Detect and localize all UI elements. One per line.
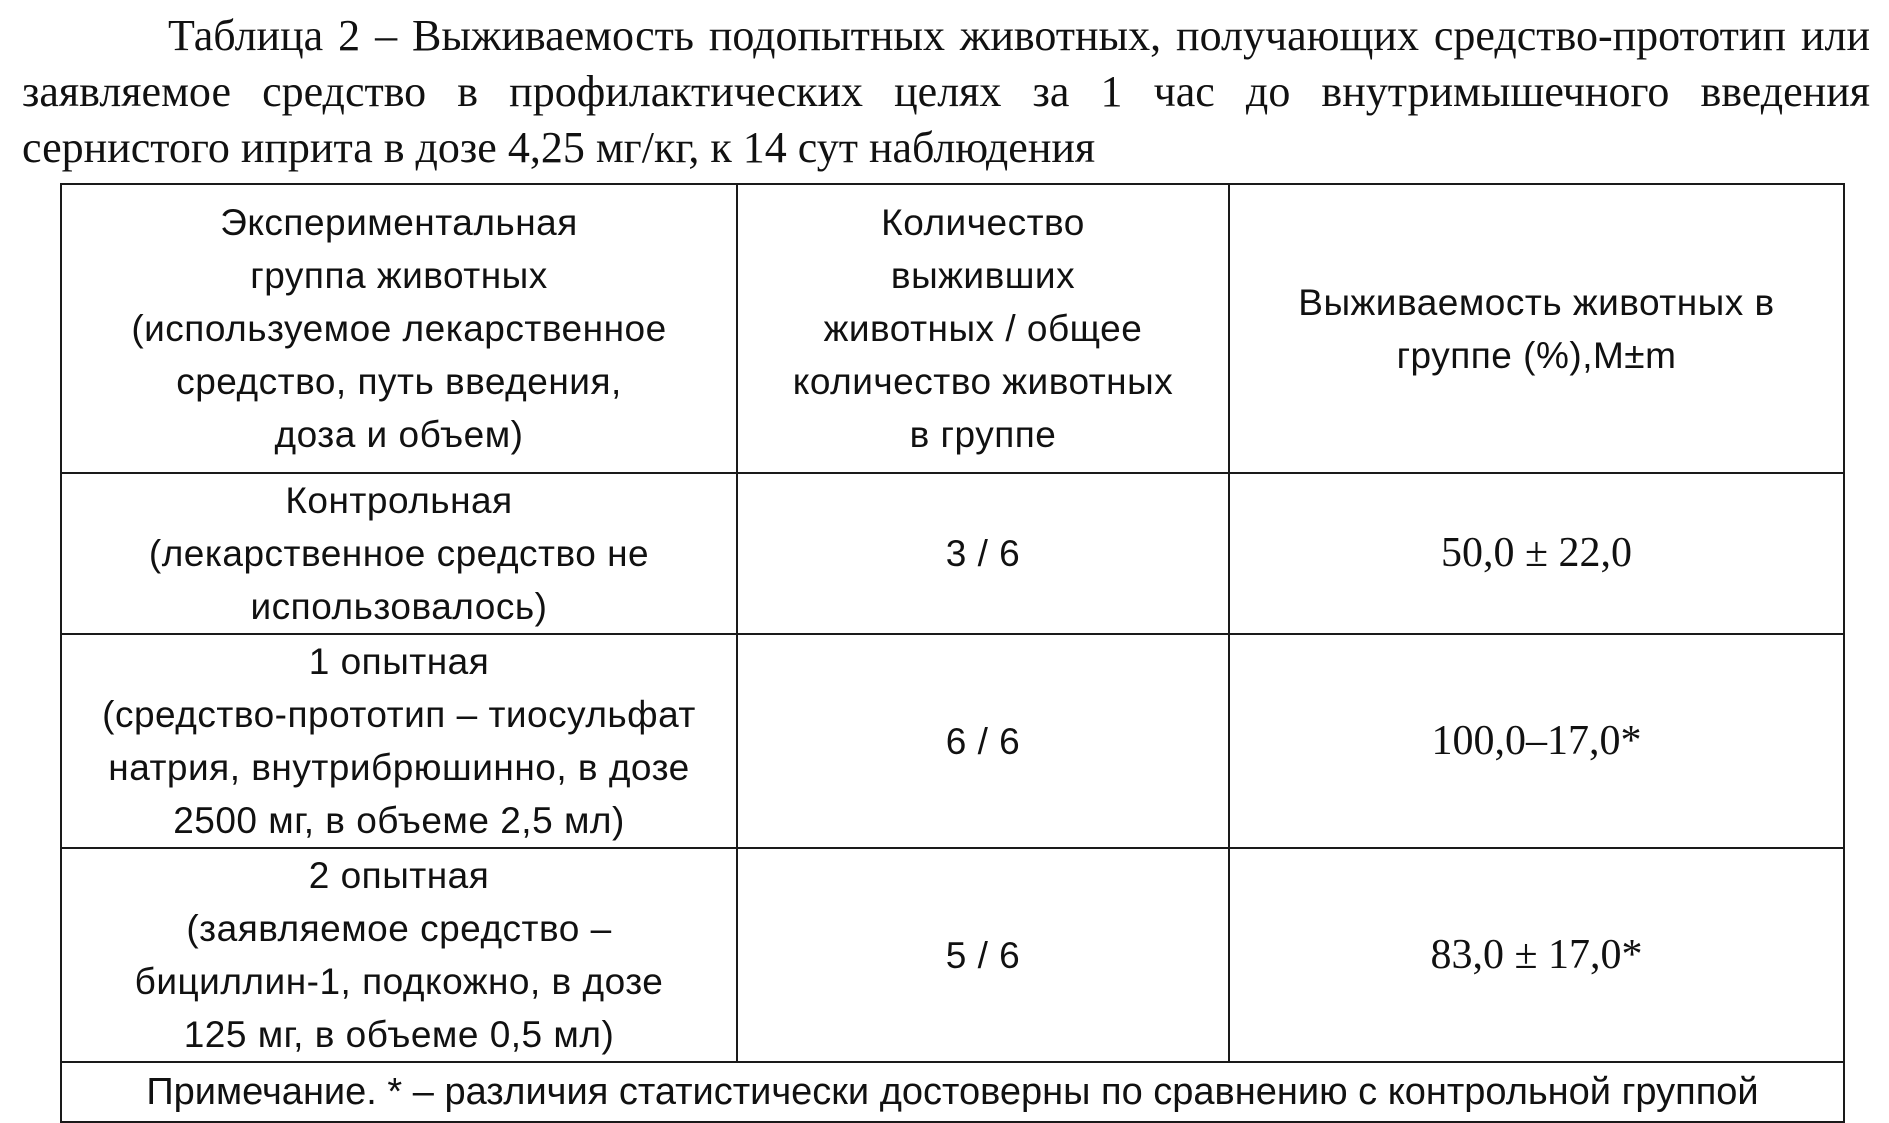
table-row <box>61 848 1844 1062</box>
header-survived-count <box>737 184 1229 473</box>
cell-group-line: (лекарственное средство не <box>148 533 650 574</box>
header-survived-line: животных / общее <box>823 308 1143 349</box>
cell-group-line: 1 опытная <box>308 641 490 682</box>
header-survived-line: Количество <box>881 202 1085 243</box>
cell-survival-rate: 100,0–17,0* <box>1229 634 1844 848</box>
table-note-row <box>61 1062 1844 1122</box>
cell-group <box>61 848 737 1062</box>
table-caption-text: Таблица 2 – Выживаемость подопытных животных, получающих средство-прототип или заявляемое средство в профилактических целях за 1 час до внутримышечного введения сернистого иприта в дозе 4,25 мг/кг, к 14 сут наблюдения <box>22 11 1870 172</box>
header-group-line: средство, путь введения, <box>176 361 622 402</box>
cell-group <box>61 634 737 848</box>
header-group-line: Экспериментальная <box>220 202 578 243</box>
survival-table <box>60 183 1845 1123</box>
table-caption <box>22 8 1870 176</box>
header-survival-rate <box>1229 184 1844 473</box>
header-survival-line: группе (%),M±m <box>1396 334 1677 376</box>
cell-group-line: Контрольная <box>285 480 513 521</box>
table-row <box>61 473 1844 634</box>
cell-group-line: 125 мг, в объеме 0,5 мл) <box>183 1014 615 1055</box>
header-group-line: доза и объем) <box>274 414 524 455</box>
cell-group-line: (заявляемое средство – <box>186 908 612 949</box>
cell-group-line: использовалось) <box>250 586 548 627</box>
cell-survived-count: 5 / 6 <box>737 848 1229 1062</box>
header-group-line: (используемое лекарственное <box>131 308 667 349</box>
header-survived-line: в группе <box>909 414 1057 455</box>
cell-survived-count: 6 / 6 <box>737 634 1229 848</box>
header-survived-line: количество животных <box>792 361 1174 402</box>
cell-survival-rate: 83,0 ± 17,0* <box>1229 848 1844 1062</box>
table-header-row <box>61 184 1844 473</box>
header-group-line: группа животных <box>250 255 548 296</box>
cell-group-line: 2 опытная <box>308 855 490 896</box>
cell-group-line: бициллин-1, подкожно, в дозе <box>134 961 664 1002</box>
cell-survival-rate: 50,0 ± 22,0 <box>1229 473 1844 634</box>
cell-group-line: натрия, внутрибрюшинно, в дозе <box>108 747 690 788</box>
cell-group <box>61 473 737 634</box>
cell-group-line: (средство-прототип – тиосульфат <box>102 694 696 735</box>
header-group <box>61 184 737 473</box>
header-survived-line: выживших <box>890 255 1076 296</box>
table-note: Примечание. * – различия статистически достоверны по сравнению с контрольной группой <box>61 1062 1844 1122</box>
cell-survived-count: 3 / 6 <box>737 473 1229 634</box>
table-row <box>61 634 1844 848</box>
header-survival-line: Выживаемость животных в <box>1298 281 1775 323</box>
cell-group-line: 2500 мг, в объеме 2,5 мл) <box>173 800 625 841</box>
